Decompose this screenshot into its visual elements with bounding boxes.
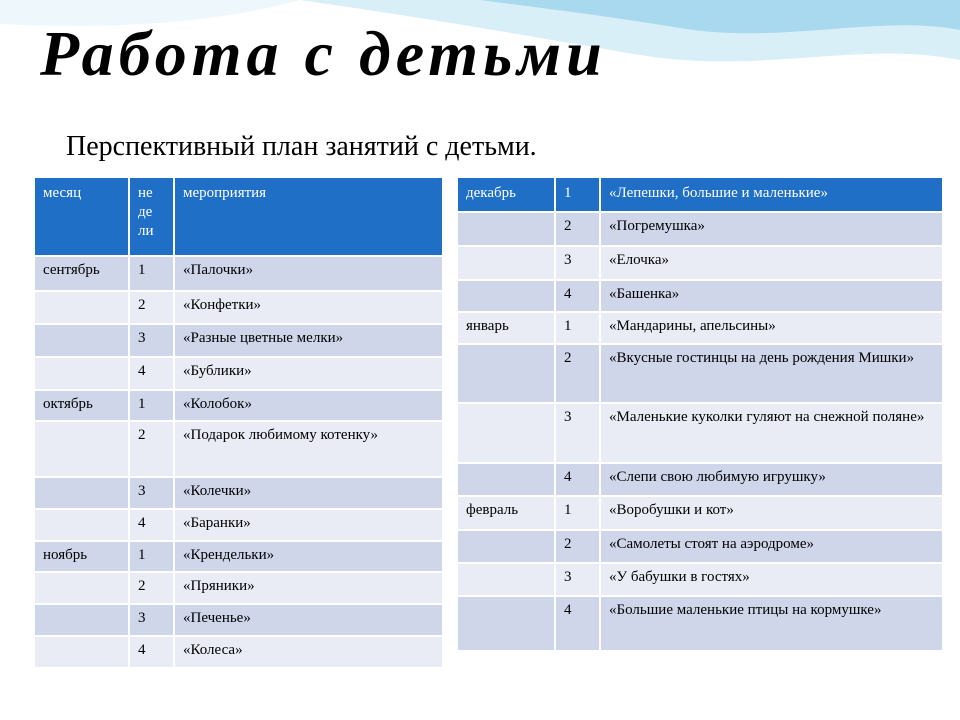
month-cell: [34, 604, 129, 636]
table-row: [457, 344, 943, 403]
activity-cell: «Подарок любимому котенку»: [174, 421, 443, 477]
week-cell: 1: [129, 541, 174, 572]
week-cell: 1: [129, 256, 174, 291]
week-cell: 1: [555, 312, 600, 344]
month-cell: октябрь: [34, 390, 129, 421]
month-cell: январь: [457, 312, 555, 344]
week-cell: 4: [555, 463, 600, 496]
month-cell: [457, 246, 555, 280]
table-row: [34, 572, 443, 604]
month-cell: [34, 509, 129, 541]
month-cell: [34, 477, 129, 509]
month-cell: [457, 212, 555, 246]
month-cell: [34, 636, 129, 668]
table-row: [457, 403, 943, 463]
week-cell: 3: [555, 403, 600, 463]
month-cell: февраль: [457, 496, 555, 530]
week-cell: 4: [555, 280, 600, 312]
month-cell: [457, 596, 555, 651]
table-row: [34, 636, 443, 668]
plan-table-right: [456, 176, 944, 652]
header-cell-weeks: не де ли: [129, 177, 174, 256]
table-row: [457, 280, 943, 312]
month-cell: [34, 421, 129, 477]
week-cell: 2: [555, 212, 600, 246]
activity-cell: «Воробушки и кот»: [600, 496, 943, 530]
header-cell-month: декабрь: [457, 177, 555, 212]
table-row: [457, 212, 943, 246]
activity-cell: «Погремушка»: [600, 212, 943, 246]
table-row: [34, 390, 443, 421]
table-row: [34, 509, 443, 541]
table-row: [34, 324, 443, 357]
week-cell: 4: [555, 596, 600, 651]
activity-cell: «Башенка»: [600, 280, 943, 312]
table-row: [457, 596, 943, 651]
table-row: [34, 477, 443, 509]
table-row: [457, 530, 943, 563]
week-cell: 2: [129, 421, 174, 477]
activity-cell: «Мандарины, апельсины»: [600, 312, 943, 344]
week-cell: 3: [129, 604, 174, 636]
month-cell: [457, 280, 555, 312]
month-cell: [457, 563, 555, 596]
activity-cell: «Слепи свою любимую игрушку»: [600, 463, 943, 496]
activity-cell: «Печенье»: [174, 604, 443, 636]
activity-cell: «Маленькие куколки гуляют на снежной поляне»: [600, 403, 943, 463]
month-cell: [457, 403, 555, 463]
month-cell: ноябрь: [34, 541, 129, 572]
month-cell: [34, 572, 129, 604]
week-cell: 2: [555, 344, 600, 403]
header-cell-activities: мероприятия: [174, 177, 443, 256]
month-cell: [34, 291, 129, 324]
month-cell: [34, 324, 129, 357]
table-row: [457, 496, 943, 530]
week-cell: 4: [129, 509, 174, 541]
week-cell: 3: [555, 246, 600, 280]
week-cell: 1: [129, 390, 174, 421]
activity-cell: «Большие маленькие птицы на кормушке»: [600, 596, 943, 651]
activity-cell: «Колеса»: [174, 636, 443, 668]
header-cell-month: месяц: [34, 177, 129, 256]
table-row: [34, 604, 443, 636]
week-cell: 3: [129, 324, 174, 357]
activity-cell: «Баранки»: [174, 509, 443, 541]
table-header-row: [457, 177, 943, 212]
week-cell: 4: [129, 636, 174, 668]
table-row: [34, 256, 443, 291]
month-cell: [34, 357, 129, 390]
week-cell: 2: [129, 572, 174, 604]
activity-cell: «Колечки»: [174, 477, 443, 509]
month-cell: [457, 344, 555, 403]
activity-cell: «У бабушки в гостях»: [600, 563, 943, 596]
page-title: Работа с детьми: [40, 18, 607, 89]
week-cell: 1: [555, 496, 600, 530]
table-row: [457, 312, 943, 344]
header-cell-week: 1: [555, 177, 600, 212]
activity-cell: «Крендельки»: [174, 541, 443, 572]
plan-table-left: [33, 176, 444, 669]
page-subtitle: Перспективный план занятий с детьми.: [66, 131, 537, 162]
activity-cell: «Самолеты стоят на аэродроме»: [600, 530, 943, 563]
header-cell-activity: «Лепешки, большие и маленькие»: [600, 177, 943, 212]
table-header-row: [34, 177, 443, 256]
activity-cell: «Елочка»: [600, 246, 943, 280]
table-row: [34, 541, 443, 572]
table-row: [34, 357, 443, 390]
week-cell: 2: [129, 291, 174, 324]
table-row: [457, 246, 943, 280]
activity-cell: «Колобок»: [174, 390, 443, 421]
table-row: [457, 463, 943, 496]
month-cell: [457, 463, 555, 496]
activity-cell: «Разные цветные мелки»: [174, 324, 443, 357]
week-cell: 3: [129, 477, 174, 509]
activity-cell: «Бублики»: [174, 357, 443, 390]
table-row: [34, 291, 443, 324]
activity-cell: «Пряники»: [174, 572, 443, 604]
month-cell: сентябрь: [34, 256, 129, 291]
activity-cell: «Вкусные гостинцы на день рождения Мишки»: [600, 344, 943, 403]
table-row: [457, 563, 943, 596]
activity-cell: «Конфетки»: [174, 291, 443, 324]
table-row: [34, 421, 443, 477]
week-cell: 2: [555, 530, 600, 563]
week-cell: 4: [129, 357, 174, 390]
month-cell: [457, 530, 555, 563]
activity-cell: «Палочки»: [174, 256, 443, 291]
week-cell: 3: [555, 563, 600, 596]
